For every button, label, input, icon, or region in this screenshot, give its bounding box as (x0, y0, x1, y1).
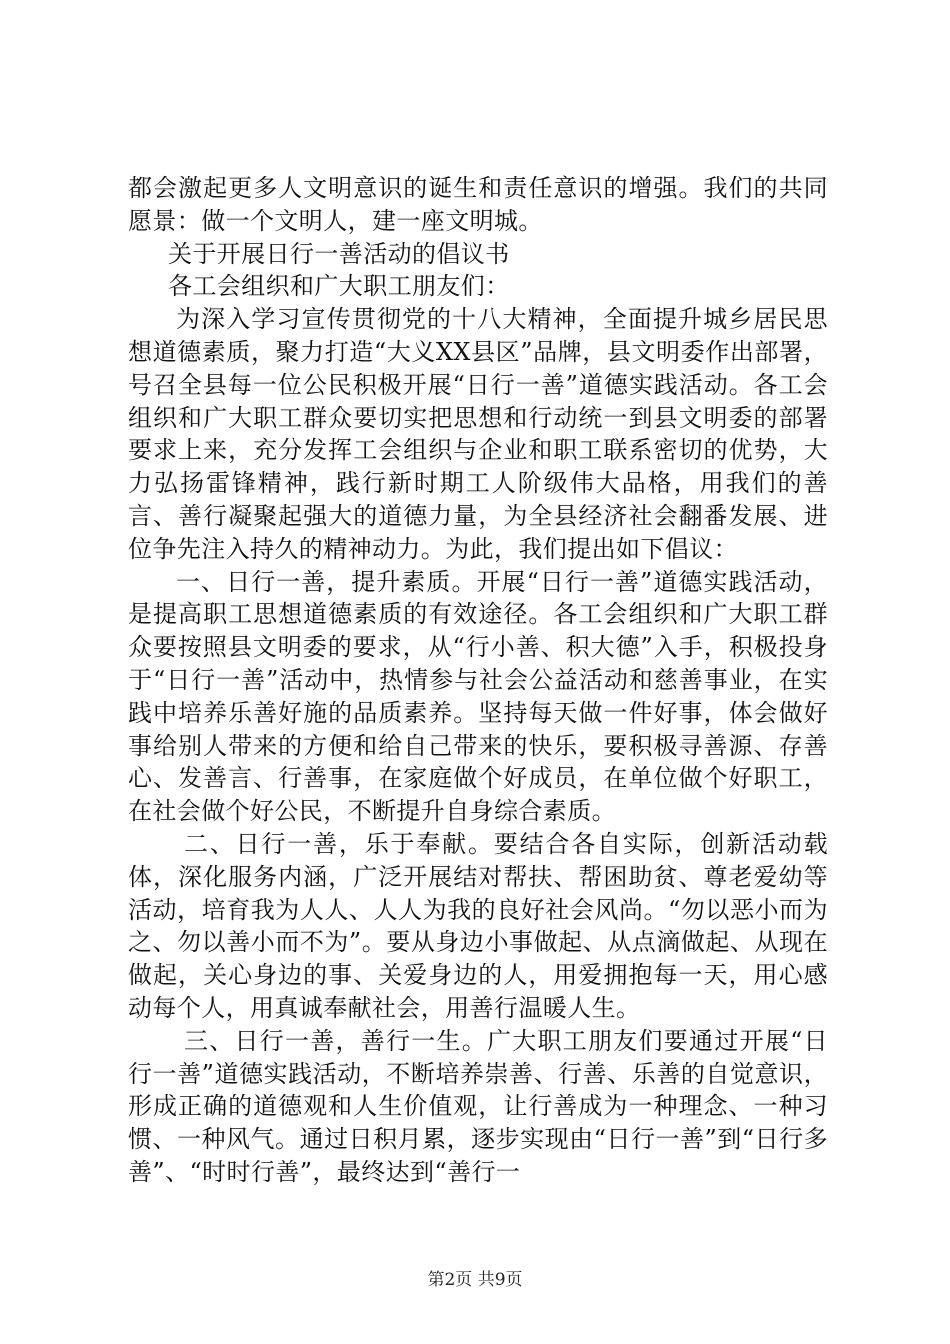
paragraph-intro: 为深入学习宣传贯彻党的十八大精神，全面提升城乡居民思想道德素质，聚力打造“大义XX县区”品牌，县文明委作出部署，号召全县每一位公民积极开展“日行一善”道德实践活动。各工会组织和广大职工群众要切实把思想和行动统一到县文明委的部署要求上来，充分发挥工会组织与企业和职工联系密切的优势，大力弘扬雷锋精神，践行新时期工人阶级伟大品格，用我们的善言、善行凝聚起强大的道德力量，为全县经济社会翻番发展、进位争先注入持久的精神动力。为此，我们提出如下倡议： (128, 305, 828, 563)
paragraph-proposal-3: 三、日行一善，善行一生。广大职工朋友们要通过开展“日行一善”道德实践活动，不断培养崇善、行善、乐善的自觉意识，形成正确的道德观和人生价值观，让行善成为一种理念、一种习惯、一种风气。通过日积月累，逐步实现由“日行一善”到“日行多善”、“时时行善”，最终达到“善行一 (128, 1026, 828, 1186)
paragraph-proposal-1: 一、日行一善，提升素质。开展“日行一善”道德实践活动，是提高职工思想道德素质的有效途径。各工会组织和广大职工群众要按照县文明委的要求，从“行小善、积大德”入手，积极投身于“日行一善”活动中，热情参与社会公益活动和慈善事业，在实践中培养乐善好施的品质素养。坚持每天做一件好事，体会做好事给别人带来的方便和给自己带来的快乐，要积极寻善源、存善心、发善言、行善事，在家庭做个好成员，在单位做个好职工，在社会做个好公民，不断提升自身综合素质。 (128, 567, 828, 826)
paragraph-continuation: 都会激起更多人文明意识的诞生和责任意识的增强。我们的共同愿景：做一个文明人，建一座文明城。 (128, 174, 828, 235)
salutation: 各工会组织和广大职工朋友们： (168, 272, 510, 301)
document-body (128, 172, 828, 1189)
document-title: 关于开展日行一善活动的倡议书 (168, 239, 510, 268)
page-number-footer: 第2页 共9页 (427, 1270, 523, 1290)
paragraph-proposal-2: 二、日行一善，乐于奉献。要结合各自实际，创新活动载体，深化服务内涵，广泛开展结对帮扶、帮困助贫、尊老爱幼等活动，培育我为人人、人人为我的良好社会风尚。“勿以恶小而为之、勿以善小而不为”。要从身边小事做起、从点滴做起、从现在做起，关心身边的事、关爱身边的人，用爱拥抱每一天，用心感动每个人，用真诚奉献社会，用善行温暖人生。 (128, 829, 828, 1022)
